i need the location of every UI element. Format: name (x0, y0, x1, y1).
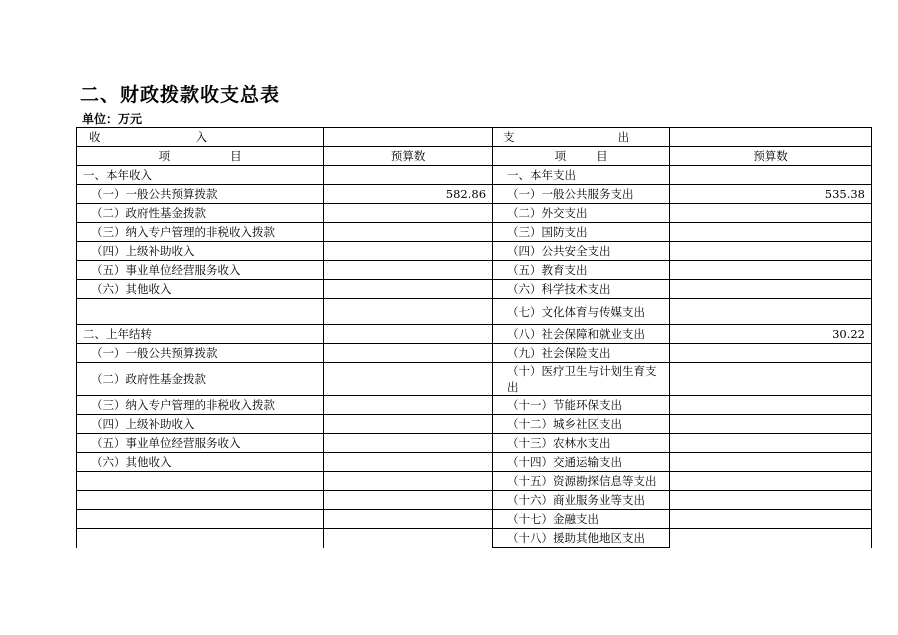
income-amount (324, 396, 493, 415)
expense-item: （六）科学技术支出 (493, 280, 670, 299)
table-row (77, 166, 872, 185)
income-item (77, 510, 324, 529)
expense-amount (670, 396, 872, 415)
income-item: （一）一般公共预算拨款 (77, 344, 324, 363)
income-amount (324, 344, 493, 363)
expense-amount-header: 预算数 (670, 147, 872, 166)
expense-item: （四）公共安全支出 (493, 242, 670, 261)
table-row (77, 396, 872, 415)
income-header-b: 入 (195, 130, 208, 144)
income-amount (324, 415, 493, 434)
table-row (77, 415, 872, 434)
expense-amount (670, 472, 872, 491)
item-header-a: 项 (158, 149, 171, 163)
table-row (77, 204, 872, 223)
income-amount (324, 529, 493, 548)
expense-amount (670, 223, 872, 242)
expense-amount: 535.38 (670, 185, 872, 204)
expense-item: （十六）商业服务业等支出 (493, 491, 670, 510)
table-row (77, 363, 872, 396)
item-header-a: 项 (554, 149, 567, 163)
expense-amount (670, 242, 872, 261)
expense-amount (670, 344, 872, 363)
unit-label: 单位：万元 (82, 112, 143, 126)
income-item: （六）其他收入 (77, 280, 324, 299)
table-row (77, 491, 872, 510)
income-amount: 582.86 (324, 185, 493, 204)
income-amount (324, 363, 493, 396)
table-row (77, 344, 872, 363)
expense-header (493, 128, 670, 147)
expense-amount: 30.22 (670, 325, 872, 344)
expense-item: （十四）交通运输支出 (493, 453, 670, 472)
expense-item: （二）外交支出 (493, 204, 670, 223)
income-amount (324, 280, 493, 299)
table-row (77, 529, 872, 548)
income-item-header (77, 147, 324, 166)
income-amount (324, 299, 493, 325)
income-header-a: 收 (89, 130, 101, 144)
expense-item: （十五）资源勘探信息等支出 (493, 472, 670, 491)
expense-amount (670, 261, 872, 280)
expense-amount (670, 166, 872, 185)
income-item: 一、本年收入 (77, 166, 324, 185)
table-row (77, 280, 872, 299)
expense-amount (670, 491, 872, 510)
income-item: （三）纳入专户管理的非税收入拨款 (77, 396, 324, 415)
income-item: （四）上级补助收入 (77, 415, 324, 434)
expense-amount (670, 363, 872, 396)
expense-item: （十二）城乡社区支出 (493, 415, 670, 434)
income-item (77, 472, 324, 491)
expense-item: （九）社会保险支出 (493, 344, 670, 363)
expense-item: （一）一般公共服务支出 (493, 185, 670, 204)
expense-item: 一、本年支出 (493, 166, 670, 185)
table-row (77, 242, 872, 261)
income-amount (324, 261, 493, 280)
expense-item: （七）文化体育与传媒支出 (493, 299, 670, 325)
income-item: （五）事业单位经营服务收入 (77, 434, 324, 453)
expense-item: （三）国防支出 (493, 223, 670, 242)
income-amount (324, 434, 493, 453)
expense-item: （十一）节能环保支出 (493, 396, 670, 415)
expense-amount (670, 280, 872, 299)
expense-item-header (493, 147, 670, 166)
header-row-columns (77, 147, 872, 166)
expense-amount (670, 434, 872, 453)
expense-item: （十）医疗卫生与计划生育支出 (493, 363, 670, 396)
expense-amount (670, 204, 872, 223)
expense-amount (670, 299, 872, 325)
expense-amount (670, 529, 872, 548)
table-row (77, 510, 872, 529)
income-header (77, 128, 324, 147)
expense-item: （五）教育支出 (493, 261, 670, 280)
table-row (77, 434, 872, 453)
expense-header-a: 支 (503, 130, 515, 144)
table-row (77, 453, 872, 472)
income-item: （四）上级补助收入 (77, 242, 324, 261)
income-amount (324, 166, 493, 185)
budget-table (76, 127, 872, 548)
expense-item: （十三）农林水支出 (493, 434, 670, 453)
income-amount-header: 预算数 (324, 147, 493, 166)
income-item: （一）一般公共预算拨款 (77, 185, 324, 204)
expense-amount (670, 510, 872, 529)
income-item (77, 299, 324, 325)
income-amount (324, 510, 493, 529)
header-row-section (77, 128, 872, 147)
item-header-b: 目 (230, 149, 242, 163)
income-item: 二、上年结转 (77, 325, 324, 344)
income-amount (324, 472, 493, 491)
table-row (77, 261, 872, 280)
expense-header-b: 出 (617, 130, 630, 144)
expense-item: （十八）援助其他地区支出 (493, 529, 670, 548)
expense-item: （十七）金融支出 (493, 510, 670, 529)
item-header-b: 目 (596, 149, 608, 163)
expense-amount (670, 453, 872, 472)
income-item: （六）其他收入 (77, 453, 324, 472)
income-amount (324, 453, 493, 472)
income-item: （五）事业单位经营服务收入 (77, 261, 324, 280)
expense-item: （八）社会保障和就业支出 (493, 325, 670, 344)
income-amount (324, 242, 493, 261)
income-item: （二）政府性基金拨款 (77, 204, 324, 223)
income-item: （三）纳入专户管理的非税收入拨款 (77, 223, 324, 242)
expense-header-empty (670, 128, 872, 147)
income-header-empty (324, 128, 493, 147)
table-row (77, 472, 872, 491)
income-amount (324, 325, 493, 344)
income-amount (324, 204, 493, 223)
income-item (77, 491, 324, 510)
table-row (77, 325, 872, 344)
income-item (77, 529, 324, 548)
income-amount (324, 491, 493, 510)
table-row (77, 185, 872, 204)
table-row (77, 223, 872, 242)
income-amount (324, 223, 493, 242)
page-title: 二、财政拨款收支总表 (80, 84, 281, 106)
income-item: （二）政府性基金拨款 (77, 363, 324, 396)
expense-amount (670, 415, 872, 434)
table-row (77, 299, 872, 325)
